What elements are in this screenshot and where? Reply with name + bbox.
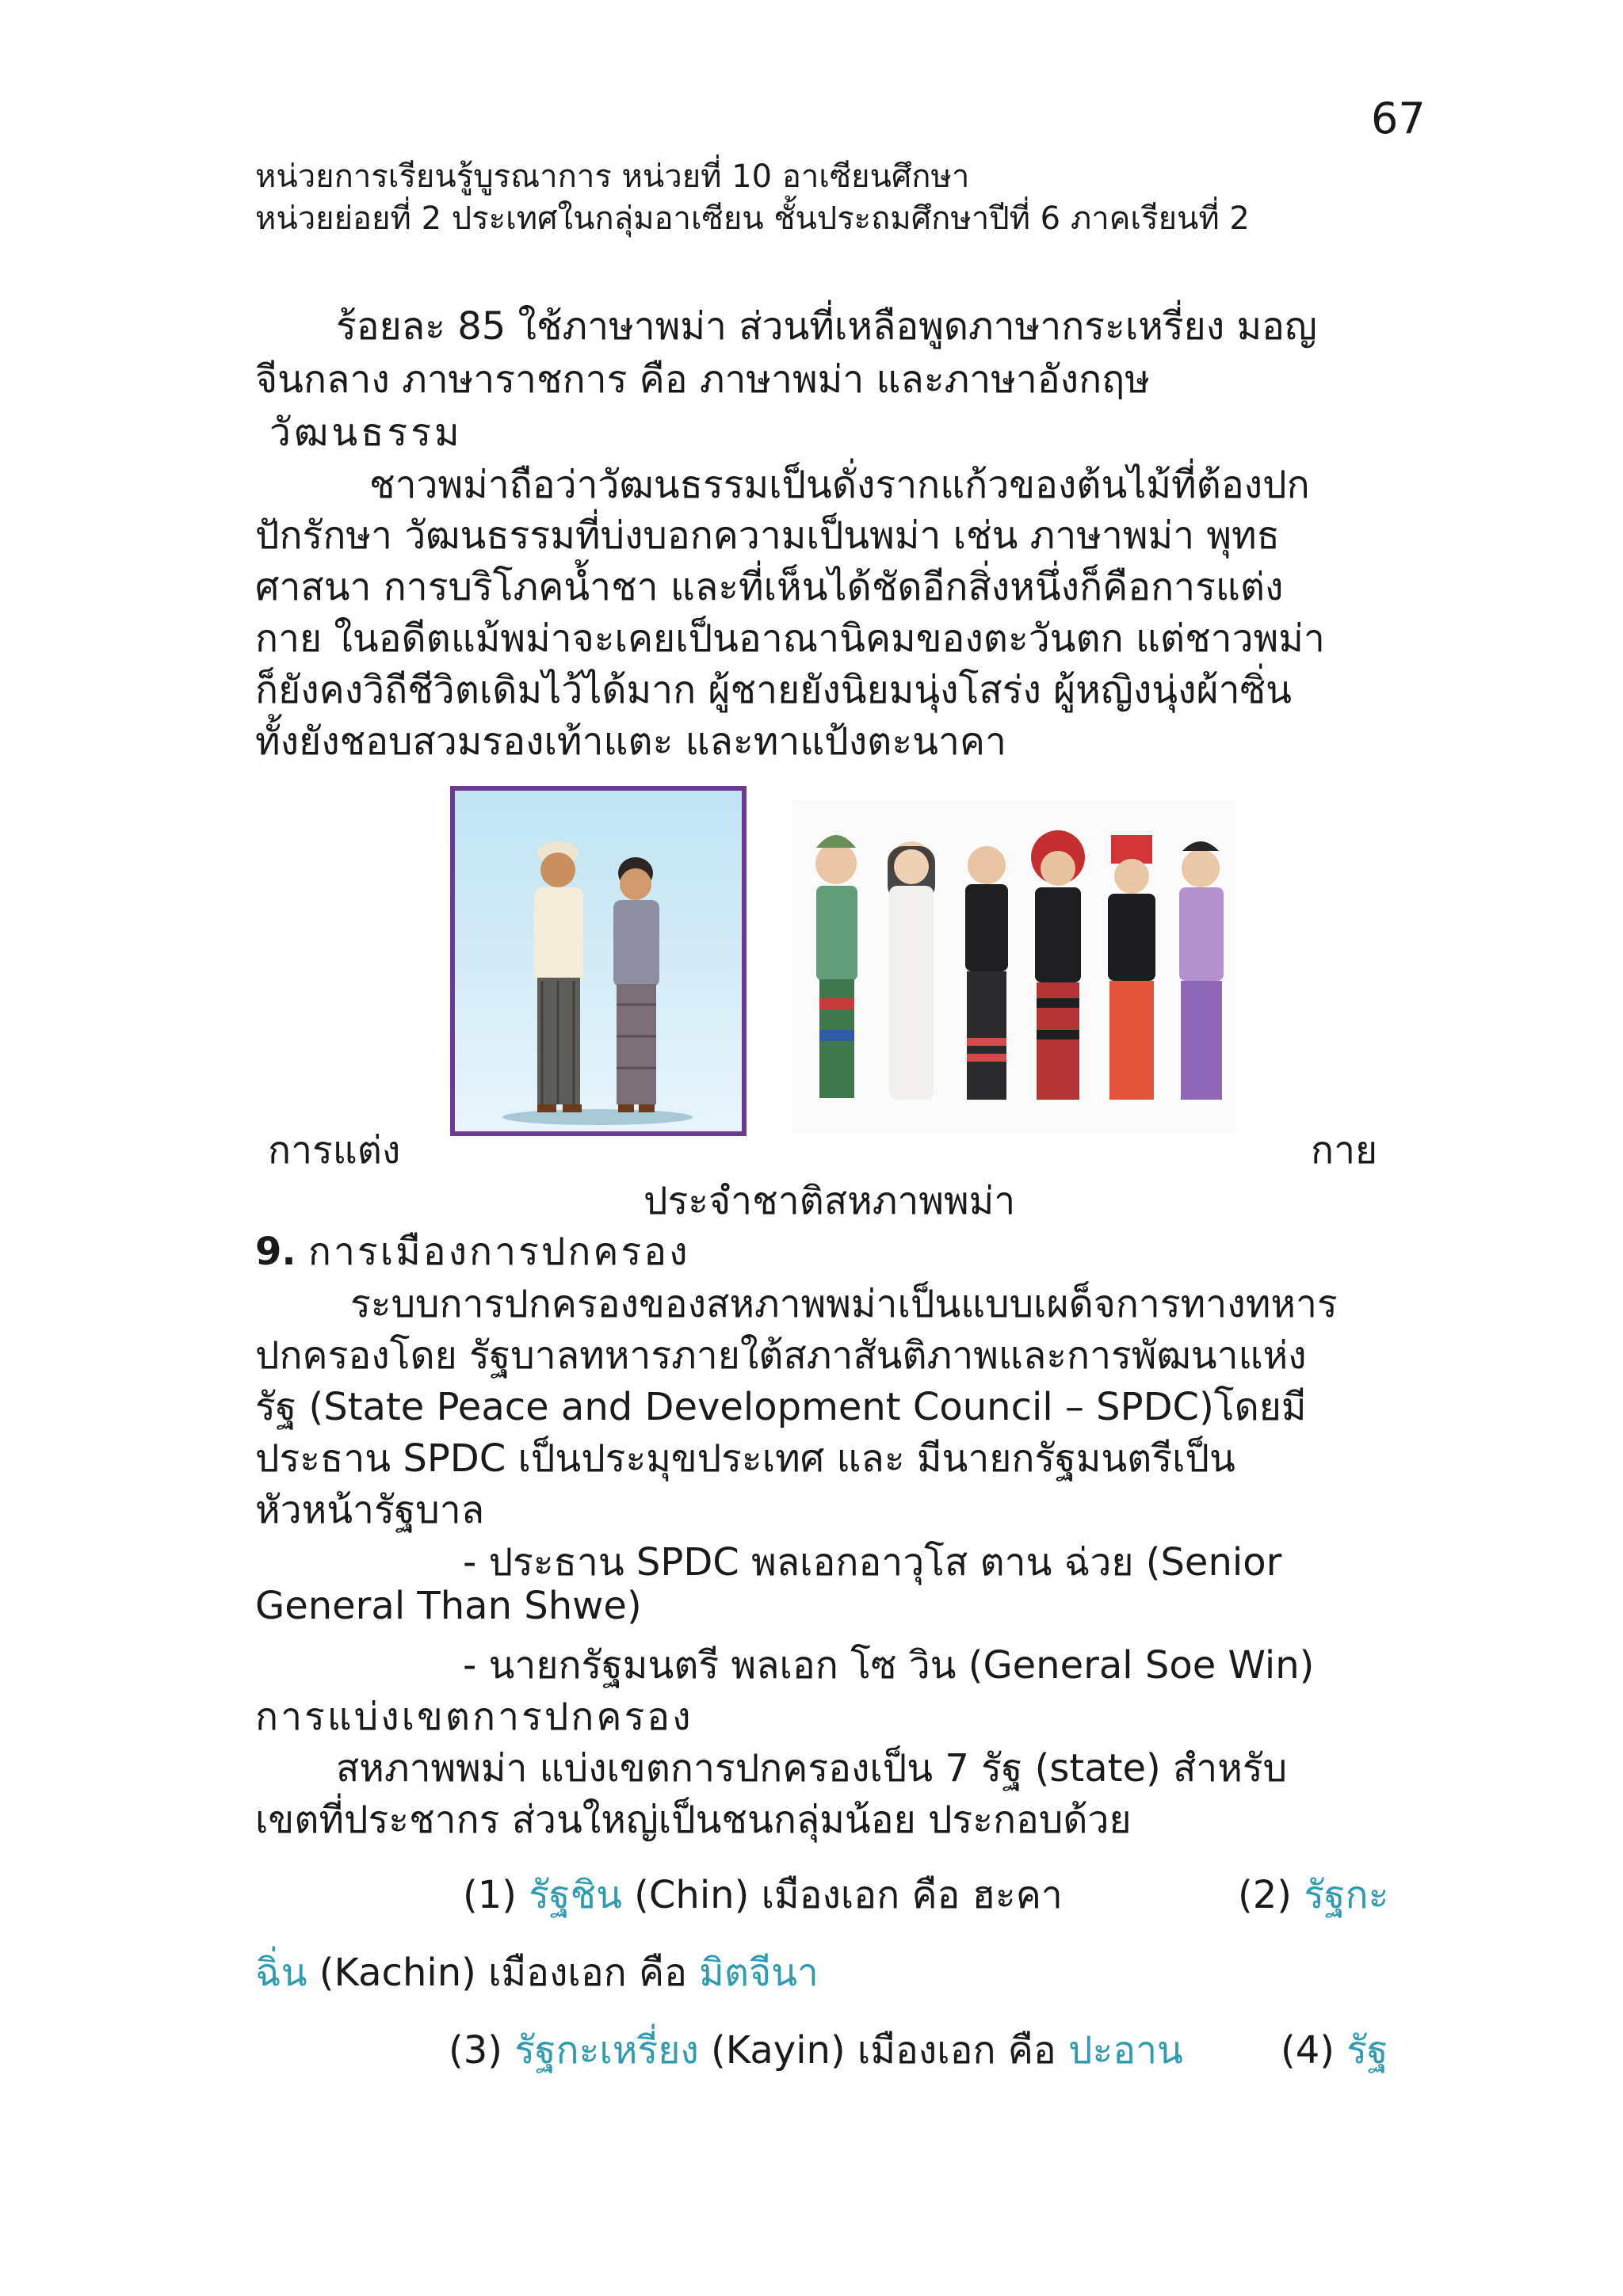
politics-title: การเมืองการปกครอง — [307, 1230, 690, 1274]
state-link[interactable]: รัฐกะ — [1304, 1873, 1389, 1917]
politics-bullet: - ประธาน SPDC พลเอกอาวุโส ตาน ฉ่วย (Senior — [463, 1540, 1282, 1585]
politics-line: ปกครองโดย รัฐบาลทหารภายใต้สภาสันติภาพและการพัฒนาแห่ง — [255, 1333, 1307, 1378]
culture-line: ทั้งยังชอบสวมรองเท้าแตะ และทาแป้งตะนาคา — [255, 719, 1006, 764]
state-number: (3) — [449, 2028, 515, 2073]
culture-line: กาย ในอดีตแม้พม่าจะเคยเป็นอาณานิคมของตะวันตก แต่ชาวพม่า — [255, 616, 1325, 661]
culture-line: ก็ยังคงวิถีชีวิตเดิมไว้ได้มาก ผู้ชายยังนิยมนุ่งโสร่ง ผู้หญิงนุ่งผ้าซิ่น — [255, 668, 1292, 712]
state-link[interactable]: รัฐ — [1346, 2028, 1388, 2073]
culture-line: ปักรักษา วัฒนธรรมที่บ่งบอกความเป็นพม่า เช่น ภาษาพม่า พุทธ — [255, 513, 1280, 558]
burmese-couple-photo — [450, 786, 747, 1136]
state-detail: (Chin) เมืองเอก คือ ฮะคา — [621, 1873, 1063, 1917]
caption-bottom: ประจำชาติสหภาพพม่า — [643, 1179, 1016, 1223]
state-detail: (Kayin) เมืองเอก คือ — [698, 2028, 1068, 2073]
admin-heading: การแบ่งเขตการปกครอง — [255, 1695, 693, 1739]
ethnic-costumes-illustration — [792, 800, 1236, 1133]
state-number: (2) — [1238, 1873, 1304, 1917]
page-number: 67 — [1371, 93, 1426, 143]
culture-line: ชาวพม่าถือว่าวัฒนธรรมเป็นดั่งรากแก้วของต้นไม้ที่ต้องปก — [369, 463, 1310, 507]
state-link[interactable]: รัฐชิน — [529, 1873, 622, 1917]
intro-line-1: ร้อยละ 85 ใช้ภาษาพม่า ส่วนที่เหลือพูดภาษากระเหรี่ยง มอญ — [336, 304, 1317, 349]
politics-line: หัวหน้ารัฐบาล — [255, 1488, 485, 1532]
politics-number: 9. — [255, 1230, 296, 1274]
culture-line: ศาสนา การบริโภคน้ำชา และที่เห็นได้ชัดอีกสิ่งหนึ่งก็คือการแต่ง — [255, 565, 1284, 609]
politics-line: รัฐ (State Peace and Development Council – SPDC)โดยมี — [255, 1385, 1307, 1429]
caption-left: การแต่ง — [268, 1128, 401, 1173]
header-line-1: หน่วยการเรียนรู้บูรณาการ หน่วยที่ 10 อาเซียนศึกษา — [255, 158, 970, 195]
capital-link[interactable]: มิตจีนา — [699, 1951, 819, 1995]
politics-bullet: General Than Shwe) — [255, 1584, 642, 1628]
state-detail: (Kachin) เมืองเอก คือ — [307, 1951, 700, 1995]
politics-line: ระบบการปกครองของสหภาพพม่าเป็นแบบเผด็จการทางทหาร — [350, 1282, 1338, 1326]
state-kayin — [449, 2020, 1183, 2081]
header-line-2: หน่วยย่อยที่ 2 ประเทศในกลุ่มอาเซียน ชั้นประถมศึกษาปีที่ 6 ภาคเรียนที่ 2 — [255, 200, 1250, 237]
state-link[interactable]: ฉิ่น — [255, 1951, 307, 1995]
state-number: (4) — [1281, 2028, 1347, 2073]
intro-line-2: จีนกลาง ภาษาราชการ คือ ภาษาพม่า และภาษาอังกฤษ — [255, 357, 1150, 402]
politics-line: ประธาน SPDC เป็นประมุขประเทศ และ มีนายกรัฐมนตรีเป็น — [255, 1436, 1235, 1481]
politics-bullet: - นายกรัฐมนตรี พลเอก โซ วิน (General Soe Win) — [463, 1643, 1315, 1688]
caption-right: กาย — [1311, 1128, 1378, 1173]
politics-heading — [255, 1222, 690, 1282]
admin-line: สหภาพพม่า แบ่งเขตการปกครองเป็น 7 รัฐ (state) สำหรับ — [336, 1746, 1288, 1791]
culture-heading: วัฒนธรรม — [269, 410, 463, 455]
admin-line: เขตที่ประชากร ส่วนใหญ่เป็นชนกลุ่มน้อย ประกอบด้วย — [255, 1798, 1132, 1842]
state-chin — [463, 1865, 1063, 1925]
capital-link[interactable]: ปะอาน — [1068, 2028, 1183, 2073]
state-link[interactable]: รัฐกะเหรี่ยง — [514, 2028, 699, 2073]
state-kachin — [255, 1943, 819, 2003]
state-number: (1) — [463, 1873, 529, 1917]
state-four — [1281, 2020, 1388, 2081]
state-kachin-start — [1238, 1865, 1388, 1925]
